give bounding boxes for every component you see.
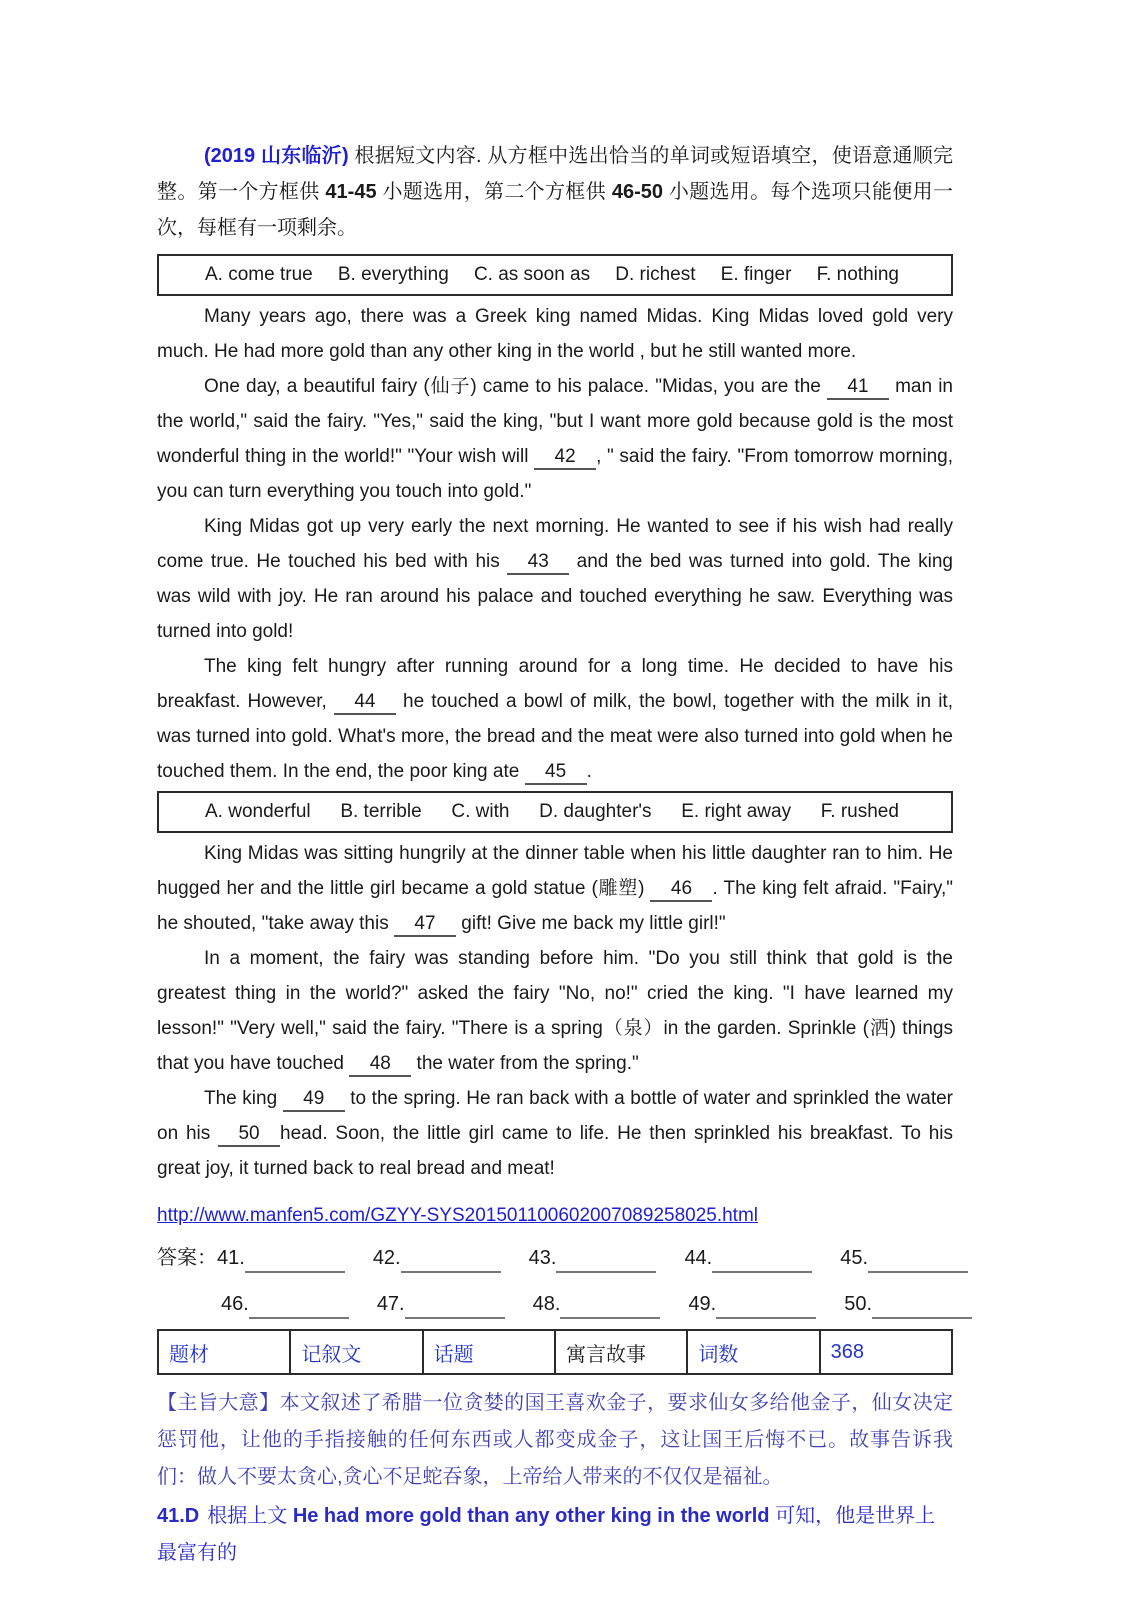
answer-number: 41. — [217, 1247, 245, 1269]
answer-blank-line — [872, 1299, 972, 1319]
passage-text: King Midas was sitting hungrily at the dinner table when his little daughter ran to him. He hugged her and the little girl became a gold statue (雕塑) — [157, 843, 953, 899]
answer-blank-line — [405, 1299, 505, 1319]
blank-49: 49 — [283, 1088, 345, 1112]
passage-text: and the bed was turned into gold. The king was wild with joy. He ran around his palace and touched everything he saw. Everything was turned into gold! — [157, 551, 953, 642]
meta-table — [157, 1329, 953, 1375]
answer-slot-49 — [688, 1289, 816, 1319]
answer-blank-line — [716, 1299, 816, 1319]
answer-number: 42. — [372, 1247, 401, 1269]
answers-label: 答案： — [157, 1247, 217, 1269]
instructions — [157, 138, 953, 246]
passage-text: man in the world," said the fairy. "Yes," said the king, "but I want more gold because gold is the most wonderful thing in the world!" "Your wish will — [157, 376, 953, 467]
passage-paragraph-6 — [157, 941, 953, 1081]
passage-text: In a moment, the fairy was standing before him. "Do you still think that gold is the greatest thing in the world?" asked the fairy "No, no!" cried the king. "I have learned my lesson!" "Very well," said the fairy. "There is a spring（泉）in the garden. Sprinkle (洒) things that you have touched — [157, 948, 953, 1074]
answer-slot-50 — [844, 1289, 972, 1319]
blank-43: 43 — [507, 551, 569, 575]
source-link-line — [157, 1198, 953, 1233]
answer-number: 50. — [844, 1293, 873, 1315]
passage-text: he touched a bowl of milk, the bowl, together with the milk in it, was turned into gold. What's more, the bread and the meat were also turned into gold when he touched them. In the end, the poor king ate — [157, 691, 953, 782]
exam-source-tag: (2019 山东临沂) — [204, 145, 349, 167]
word-bank-2-option-f: F. rushed — [820, 801, 899, 822]
answer-blank-line — [249, 1299, 349, 1319]
passage-text: the water from the spring." — [411, 1053, 639, 1074]
blank-42: 42 — [534, 446, 596, 470]
passage-text: head. Soon, the little girl came to life. He then sprinkled his breakfast. To his great joy, it turned back to real bread and meat! — [157, 1123, 953, 1179]
explanation-41 — [157, 1498, 953, 1572]
answer-blank-line — [868, 1253, 968, 1273]
answer-blank-line — [712, 1253, 812, 1273]
blank-44: 44 — [334, 691, 396, 715]
word-bank-1-option-f: F. nothing — [816, 264, 899, 285]
word-bank-1 — [157, 254, 953, 296]
explanation-41-tail: 可知，他是世界上最富有的 — [157, 1505, 936, 1564]
passage-text: Many years ago, there was a Greek king named Midas. King Midas loved gold very much. He had more gold than any other king in the world , but he still wanted more. — [157, 306, 953, 362]
word-bank-2-option-e: E. right away — [681, 801, 792, 822]
instructions-text-2: 小题选用，第二个方框供 — [376, 181, 612, 203]
meta-table-row — [158, 1330, 952, 1374]
passage-text: The king — [204, 1088, 283, 1109]
blank-50: 50 — [218, 1123, 280, 1147]
passage-text: The king felt hungry after running around for a long time. He decided to have his breakfast. However, — [157, 656, 953, 712]
instructions-text-1: 根据短文内容. 从方框中选出恰当的单词或短语填空，使语意通顺完整。第一个方框供 — [157, 145, 953, 203]
blank-45: 45 — [525, 761, 587, 785]
answer-slot-48 — [533, 1289, 661, 1319]
answer-blank-line — [401, 1253, 501, 1273]
passage-paragraph-2 — [157, 369, 953, 509]
word-bank-2 — [157, 791, 953, 833]
answer-blank-line — [556, 1253, 656, 1273]
answer-slot-47 — [377, 1289, 505, 1319]
passage-text: One day, a beautiful fairy (仙子) came to his palace. "Midas, you are the — [204, 376, 827, 397]
passage-text: , " said the fairy. "From tomorrow morning, you can turn everything you touch into gold." — [157, 446, 953, 502]
answer-slot-41 — [217, 1243, 345, 1273]
answer-sheet-row-2 — [221, 1289, 953, 1319]
answer-slot-45 — [840, 1243, 968, 1273]
answer-number: 44. — [684, 1247, 713, 1269]
passage-text: to the spring. He ran back with a bottle of water and sprinkled the water on his — [157, 1088, 953, 1144]
word-bank-1-option-c: C. as soon as — [473, 264, 591, 285]
passage-text: gift! Give me back my little girl!" — [456, 913, 726, 934]
blank-46: 46 — [650, 878, 712, 902]
blank-48: 48 — [349, 1053, 411, 1077]
answer-blank-line — [560, 1299, 660, 1319]
answer-number: 45. — [840, 1247, 869, 1269]
passage-paragraph-4 — [157, 649, 953, 789]
meta-value-wordcount: 368 — [820, 1330, 952, 1374]
question-range-2: 46-50 — [611, 181, 663, 203]
answer-number: 43. — [528, 1247, 557, 1269]
word-bank-1-option-a: A. come true — [205, 264, 313, 285]
word-bank-1-option-d: D. richest — [615, 264, 696, 285]
meta-label-wordcount: 词数 — [687, 1330, 819, 1374]
passage-paragraph-3 — [157, 509, 953, 649]
answer-number: 48. — [532, 1293, 561, 1315]
passage-paragraph-1 — [157, 299, 953, 369]
passage-text: . The king felt afraid. "Fairy," he shouted, "take away this — [157, 878, 954, 934]
blank-41: 41 — [827, 376, 889, 400]
answer-blank-line — [245, 1253, 345, 1273]
answer-slot-44 — [684, 1243, 812, 1273]
exam-document-page — [157, 138, 953, 1572]
word-bank-2-option-a: A. wonderful — [205, 801, 311, 822]
answer-number: 49. — [688, 1293, 717, 1315]
instructions-text-3: 小题选用。每个选项只能便用一次，每框有一项剩余。 — [157, 181, 953, 239]
answer-slot-43 — [529, 1243, 657, 1273]
answer-slot-46 — [221, 1289, 349, 1319]
answer-sheet — [157, 1243, 953, 1319]
explanation-41-text: 根据上文 — [207, 1505, 293, 1527]
word-bank-2-option-c: C. with — [451, 801, 510, 822]
blank-47: 47 — [394, 913, 456, 937]
meta-value-topic: 寓言故事 — [555, 1330, 687, 1374]
meta-label-topic: 话题 — [423, 1330, 555, 1374]
word-bank-1-option-b: B. everything — [337, 264, 449, 285]
passage-text: King Midas got up very early the next morning. He wanted to see if his wish had really come true. He touched his bed with his — [157, 516, 953, 572]
meta-label-genre: 题材 — [158, 1330, 290, 1374]
word-bank-1-option-e: E. finger — [720, 264, 792, 285]
answer-sheet-row-1 — [157, 1243, 953, 1273]
explanation-41-answer: 41.D — [157, 1505, 200, 1527]
word-bank-2-option-b: B. terrible — [340, 801, 422, 822]
explanation-41-quote: He had more gold than any other king in the world — [292, 1505, 770, 1527]
word-bank-2-option-d: D. daughter's — [539, 801, 652, 822]
source-link[interactable]: http://www.manfen5.com/GZYY-SYS201501100602007089258025.html — [157, 1205, 759, 1226]
main-idea-note: 【主旨大意】本文叙述了希腊一位贪婪的国王喜欢金子，要求仙女多给他金子，仙女决定惩罚他，让他的手指接触的任何东西或人都变成金子，这让国王后悔不已。故事告诉我们：做人不要太贪心,贪心不足蛇吞象，上帝给人带来的不仅仅是福祉。 — [157, 1392, 953, 1488]
answer-slot-42 — [373, 1243, 501, 1273]
passage-paragraph-7 — [157, 1081, 953, 1186]
meta-value-genre: 记叙文 — [290, 1330, 422, 1374]
passage-paragraph-5 — [157, 836, 953, 941]
question-range-1: 41-45 — [325, 181, 377, 203]
answer-number: 47. — [376, 1293, 405, 1315]
answer-number: 46. — [221, 1293, 249, 1315]
passage-text: . — [586, 761, 592, 782]
